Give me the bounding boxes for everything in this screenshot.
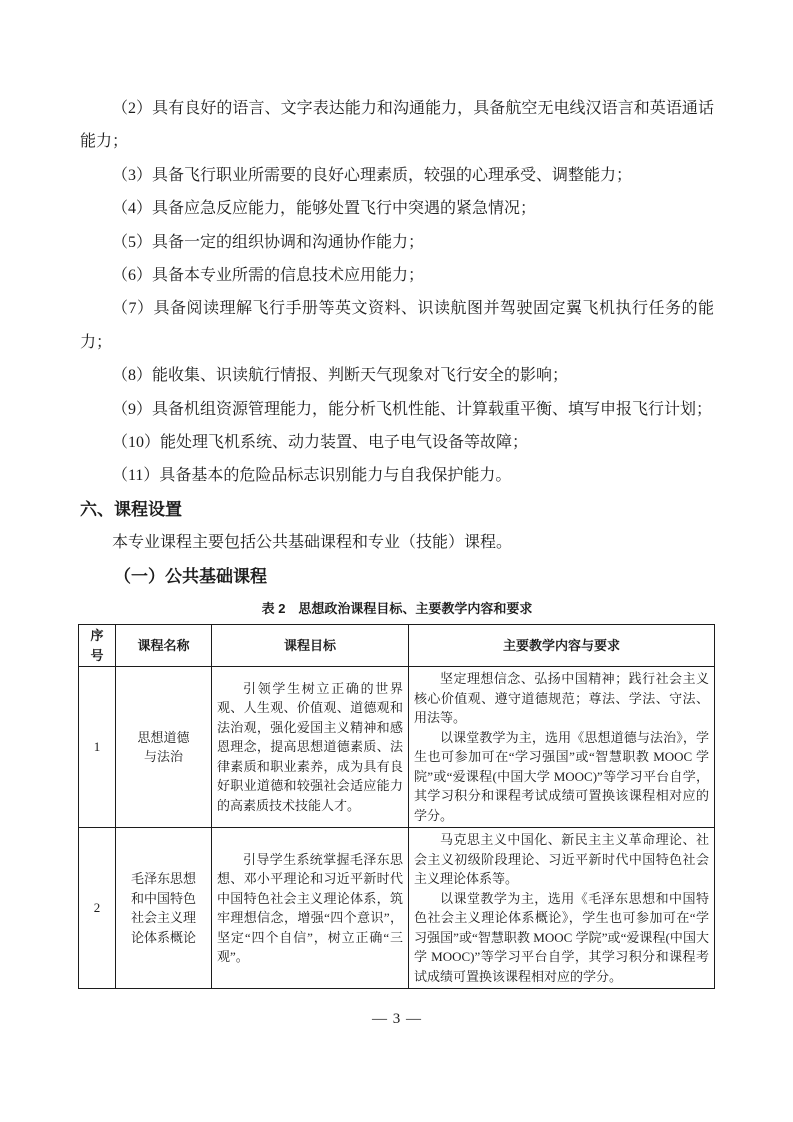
list-item: （5）具备一定的组织协调和沟通协作能力； — [112, 233, 425, 251]
row-objective: 引导学生系统掌握毛泽东思想、邓小平理论和习近平新时代中国特色社会主义理论体系，筑牢理想信念，增强“四个意识”，坚定“四个自信”，树立正确“三观”。 — [212, 828, 409, 989]
list-item: （6）具备本专业所需的信息技术应用能力； — [112, 267, 425, 285]
table-row — [79, 667, 715, 828]
row-course-name: 毛泽东思想和中国特色社会主义理论体系概论 — [116, 828, 212, 989]
page-number: — 3 — — [372, 1011, 422, 1028]
row-content: 马克思主义中国化、新民主主义革命理论、社会主义初级阶段理论、习近平新时代中国特色社会主义理论体系等。 以课堂教学为主，选用《毛泽东思想和中国特色社会主义理论体系概论》，学生也可参加可在“学习强国”或“智慧职教 MOOC 学院”或“爱课程(中国大学 MOOC)”等学习平台自学，其学习积分和课程考试成绩可置换该课程相对应的学分。 — [409, 828, 715, 989]
list-item: （8）能收集、识读航行情报、判断天气现象对飞行安全的影响； — [112, 367, 569, 385]
subsection-heading: （一）公共基础课程 — [114, 566, 267, 586]
header-no: 序号 — [79, 625, 116, 667]
section-heading: 六、课程设置 — [80, 499, 182, 519]
header-content: 主要教学内容与要求 — [409, 625, 715, 667]
table-header-row — [79, 625, 715, 667]
list-item: （4）具备应急反应能力，能够处置飞行中突遇的紧急情况； — [112, 200, 537, 218]
row-no: 1 — [79, 667, 116, 828]
header-course-name: 课程名称 — [116, 625, 212, 667]
row-no: 2 — [79, 828, 116, 989]
list-item: （7）具备阅读理解飞行手册等英文资料、识读航图并驾驶固定翼飞机执行任务的能力； — [80, 300, 714, 351]
table-caption: 表 2 思想政治课程目标、主要教学内容和要求 — [261, 601, 533, 617]
list-item: （9）具备机组资源管理能力，能分析飞机性能、计算载重平衡、填写申报飞行计划； — [112, 400, 713, 418]
list-item: （10）能处理飞机系统、动力装置、电子电气设备等故障； — [112, 434, 529, 452]
list-item: （2）具有良好的语言、文字表达能力和沟通能力，具备航空无电线汉语言和英语通话能力； — [80, 100, 714, 151]
section-intro: 本专业课程主要包括公共基础课程和专业（技能）课程。 — [112, 534, 513, 552]
row-objective: 引领学生树立正确的世界观、人生观、价值观、道德观和法治观，强化爱国主义精神和感恩理念，提高思想道德素质、法律素质和职业素养，成为具有良好职业道德和较强社会适应能力的高素质技术技能人才。 — [212, 667, 409, 828]
course-table — [78, 624, 715, 989]
row-course-name: 思想道德与法治 — [116, 667, 212, 828]
table-row — [79, 828, 715, 989]
header-objective: 课程目标 — [212, 625, 409, 667]
row-content: 坚定理想信念、弘扬中国精神；践行社会主义核心价值观、遵守道德规范；尊法、学法、守法、用法等。 以课堂教学为主，选用《思想道德与法治》，学生也可参加可在“学习强国”或“智慧职教 MOOC 学院”或“爱课程(中国大学 MOOC)”等学习平台自学，其学习积分和课程考试成绩可置换该课程相对应的学分。 — [409, 667, 715, 828]
list-item: （3）具备飞行职业所需要的良好心理素质，较强的心理承受、调整能力； — [112, 166, 633, 184]
list-item: （11）具备基本的危险品标志识别能力与自我保护能力。 — [112, 467, 512, 485]
